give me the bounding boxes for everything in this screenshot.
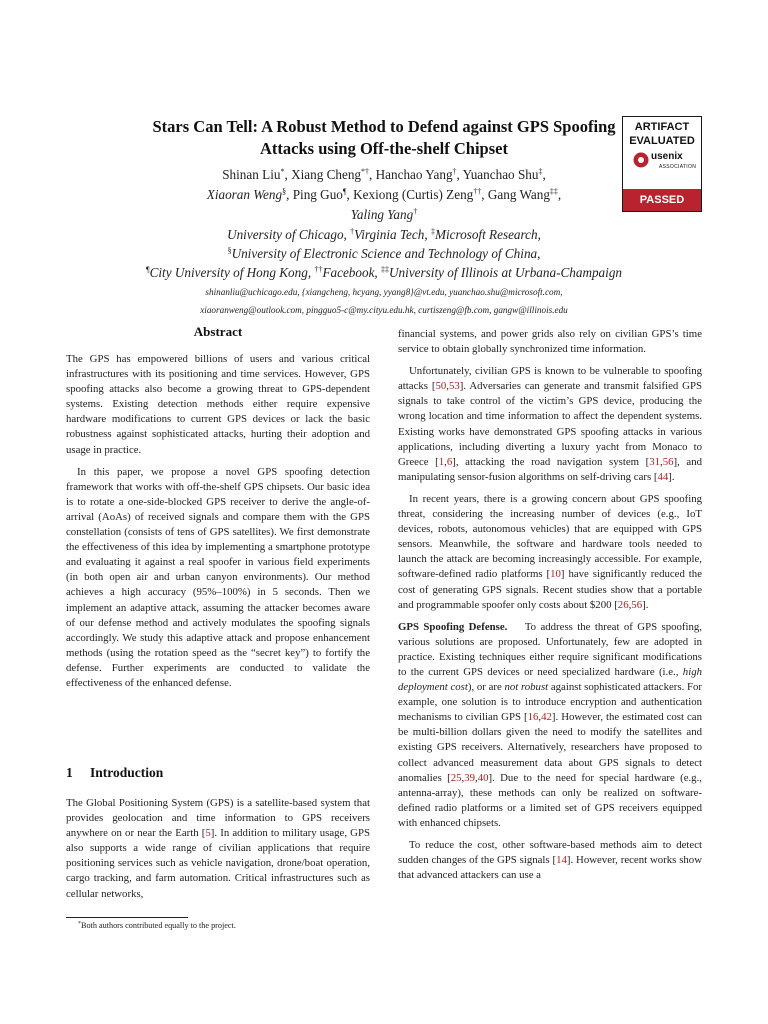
citation-link[interactable]: 40: [477, 771, 489, 784]
right-column-body: [398, 327, 702, 890]
text-run: ].: [642, 598, 649, 611]
citation-link[interactable]: 1: [438, 455, 445, 468]
text-run: Unfortunately, civilian GPS is known to be vulnerable to spoofing attacks [: [398, 365, 702, 393]
section-title: Introduction: [90, 765, 164, 780]
citation-link[interactable]: 10: [550, 568, 561, 581]
citation-link[interactable]: 25: [450, 771, 462, 784]
citation-link[interactable]: 26: [617, 598, 629, 611]
citation-link[interactable]: 5: [205, 827, 211, 840]
author-mark: *: [280, 167, 285, 176]
paragraph: financial systems, and power grids also rely on civilian GPS’s time service to obtain globally synchronized time information.: [398, 328, 702, 356]
text-run: ]. However, recent works show that advanced attackers can use a: [398, 854, 702, 882]
author-name: Ping Guo: [292, 187, 343, 202]
author-mark: ¶: [342, 187, 347, 196]
text-run: ]. In addition to military usage, GPS also supports a wide range of civilian applications that require positioning services such as vehicle navigation, drone/boat operation, cargo tracking, and farm automation. Critical infrastructures such as cellular networks,: [66, 827, 370, 900]
author-mark: †: [413, 207, 418, 216]
emphasis: not robust: [504, 681, 549, 694]
paragraph: [398, 838, 702, 883]
text-run: To address the threat of GPS spoofing, various solutions are proposed. Unfortunately, few are adopted in practice. Existing techniques either require significant modifications to the current GPS devices or need specialized hardware (i.e.,: [398, 620, 702, 678]
citation-link[interactable]: 50: [435, 380, 447, 393]
affiliation-mark: ¶: [145, 265, 150, 274]
author-name: Shinan Liu: [222, 167, 281, 182]
affiliation: Microsoft Research,: [434, 227, 541, 242]
email-line-1[interactable]: shinanliu@uchicago.edu, {xiangcheng, hcyang, yyang8}@vt.edu, yuanchao.shu@microsoft.com,: [205, 287, 563, 297]
text-run: ].: [668, 470, 675, 483]
text-run: In recent years, there is a growing concern about GPS spoofing threat, considering the increasing number of devices (e.g., IoT devices, robots, autonomous vehicles) that are equipped with GPS sensors. Meanwhile, the software and hardware tools needed to launch the attack are becoming increasingly accessible. For example, software-defined radio platforms [: [398, 492, 702, 581]
paper-title: Stars Can Tell: A Robust Method to Defend against GPS Spoofing Attacks using Off-the-shelf Chipset: [152, 117, 616, 158]
author-line-1: Shinan Liu*, Xiang Cheng*†, Hanchao Yang†, Yuanchao Shu‡,: [222, 167, 546, 182]
affiliation-mark: ‡: [430, 227, 435, 236]
author-mark: †: [452, 167, 457, 176]
author-name: Xiang Cheng: [291, 167, 362, 182]
author-name: Gang Wang: [487, 187, 550, 202]
text-run: ], attacking the road navigation system [: [452, 455, 650, 468]
citation-link[interactable]: 39: [464, 771, 475, 784]
affiliation: City University of Hong Kong,: [149, 265, 312, 280]
abstract-body: [66, 352, 370, 698]
paragraph: GPS Spoofing Defense. To address the threat of GPS spoofing, various solutions are proposed. Unfortunately, few are adopted in practice. Existing techniques either require significant modifications to the current GPS devices or need specialized hardware (i.e., high deployment cost), or are not robust against sophisticated attackers. For example, one solution is to introduce encryption and authentication mechanisms to civilian GPS [16,42]. However, the estimated cost can be multi-billion dollars given the need to modify the satellites and existing GPS receivers. Alternatively, researchers have proposed to collect advanced measurement data about GPS signals to detect anomalies [25,39,40]. Due to the need for special hardware (e.g., antenna-array), these methods can only be realized on software-defined radio platforms or a limited set of GPS receivers equipped with enhanced chipsets.: [398, 620, 702, 829]
text-run: ] have significantly reduced the cost of generating GPS signals. Recent studies show that a portable and programmable spoofer only costs about $200 [: [398, 568, 702, 611]
introduction-body: [66, 796, 370, 909]
affiliation: Virginia Tech,: [354, 227, 428, 242]
author-line-2: Xiaoran Weng§, Ping Guo¶, Kexiong (Curtis) Zeng††, Gang Wang‡‡,: [206, 187, 562, 202]
affiliation-line-2: [90, 245, 678, 262]
badge-brand: usenix: [651, 151, 683, 162]
author-name: Yuanchao Shu: [462, 167, 539, 182]
citation-link[interactable]: 44: [657, 470, 669, 483]
affiliation: Facebook,: [322, 265, 378, 280]
footnote-rule: [66, 917, 188, 918]
citation-link[interactable]: 56: [662, 455, 674, 468]
section-heading-introduction: [66, 765, 163, 781]
badge-line-artifact: ARTIFACT: [634, 121, 690, 133]
intro-paragraph: [66, 796, 370, 902]
author-mark: ‡: [538, 167, 543, 176]
paragraph: Unfortunately, civilian GPS is known to be vulnerable to spoofing attacks [50,53]. Adversaries can generate and transmit falsified GPS signals to take control of the victim’s GPS device, producing the wrong location and time information to affect the dependent systems. Existing works have demonstrated GPS spoofing attacks in various applications, including diverting a luxury yacht from Monaco to Greece [1,6], attacking the road navigation system [31,56], and manipulating sensor-fusion algorithms on self-driving cars [44].: [398, 365, 702, 483]
affiliation: University of Illinois at Urbana-Champaign: [389, 265, 623, 280]
affiliation-mark: ‡‡: [381, 265, 390, 274]
author-mark: §: [282, 187, 287, 196]
text-run: ]. However, the estimated cost can be multi-billion dollars given the need to modify the satellites and existing GPS receivers. Alternatively, researchers have proposed to collect advanced measurement data about GPS signals to detect anomalies [: [398, 711, 702, 784]
text-run: ], and manipulating sensor-fusion algorithms on self-driving cars [: [398, 455, 702, 483]
citation-link[interactable]: 6: [446, 455, 453, 468]
affiliation-line-1: [90, 226, 678, 243]
text-run: ]. Due to the need for special hardware (e.g., antenna-array), these methods can only be realized on software-defined radio platforms or a limited set of GPS receivers equipped with enhanced chipsets.: [398, 771, 702, 829]
author-mark: ††: [473, 187, 482, 196]
paragraph: In recent years, there is a growing concern about GPS spoofing threat, considering the increasing number of devices (e.g., IoT devices, robots, autonomous vehicles) that are equipped with GPS sensors. Meanwhile, the software and hardware tools needed to launch the attack are becoming increasingly accessible. For example, software-defined radio platforms [10] have significantly reduced the cost of generating GPS signals. Recent studies show that a portable and programmable spoofer only costs about $200 [26,56].: [398, 492, 702, 611]
abstract-paragraph: In this paper, we propose a novel GPS spoofing detection framework that works with off-the-shelf GPS chipsets. Our basic idea is to rotate a one-side-blocked GPS receiver to derive the angle-of-arrival (AoAs) of received signals and compare them with the GPS constellation (consists of tens of GPS satellites). We first demonstrate the effectiveness of this idea by implementing a smartphone prototype and evaluating it against a real spoofer in various field experiments (in both open air and urban canyon environments). Our method achieves a high accuracy (95%–100%) in 5 seconds. Then we implement an adaptive attack, assuming the attacker becomes aware of our defense method and actively modulates the spoofing signals accordingly. We study this adaptive attack and propose enhancement methods (using the rotation speed as the “secret key”) to fortify the defense. Further experiments are conducted to validate the effectiveness of the enhanced defense.: [66, 465, 370, 689]
author-mark: ‡‡: [549, 187, 558, 196]
affiliation: University of Electronic Science and Technology of China,: [231, 246, 541, 261]
citation-link[interactable]: 16: [527, 711, 539, 724]
badge-brand-sub: ASSOCIATION: [659, 164, 697, 170]
abstract-paragraph: The GPS has empowered billions of users and various critical infrastructures with its positioning and time services. However, GPS spoofing attacks also become a growing threat to GPS-dependent systems. Existing detection methods either require expensive hardware modifications to current GPS devices or lack the basic robustness against sophisticated attacks, hurting their adoption and usage in practice.: [66, 353, 370, 456]
citation-link[interactable]: 31: [649, 455, 661, 468]
author-name: Yaling Yang: [350, 207, 414, 222]
affiliation-mark: ††: [314, 265, 323, 274]
author-name: Xiaoran Weng: [206, 187, 283, 202]
badge-line-evaluated: EVALUATED: [629, 135, 695, 147]
text-run: ]. Adversaries can generate and transmit falsified GPS signals to take control of the victim’s GPS device, producing the wrong location and time information to affect the dependent systems. Existing works have demonstrated GPS spoofing attacks in various applications, including diverting a luxury yacht from Monaco to Greece [: [398, 380, 702, 468]
text-run: The Global Positioning System (GPS) is a satellite-based system that provides geolocation and time information to GPS receivers anywhere on or near the Earth [: [66, 797, 370, 840]
footnote-text: Both authors contributed equally to the project.: [81, 921, 236, 930]
text-run: against sophisticated attackers. For example, one solution is to introduce encryption and authentication mechanisms to civilian GPS [: [398, 681, 702, 724]
affiliation: University of Chicago,: [227, 227, 347, 242]
citation-link[interactable]: 56: [631, 598, 643, 611]
badge-status: PASSED: [623, 189, 701, 211]
author-mark: *†: [361, 167, 370, 176]
citation-link[interactable]: 42: [541, 711, 552, 724]
abstract-heading: Abstract: [193, 324, 243, 339]
affiliation-mark: §: [227, 246, 232, 255]
text-run: ), or are: [467, 681, 505, 694]
author-line-3: [90, 206, 678, 223]
affiliation-line-3: [90, 264, 678, 281]
paragraph-run-in-heading: GPS Spoofing Defense.: [398, 620, 508, 633]
citation-link[interactable]: 14: [556, 854, 567, 867]
footnote-mark: *: [78, 921, 81, 927]
text-run: To reduce the cost, other software-based methods aim to detect sudden changes of the GPS signals [: [398, 839, 702, 867]
section-number: 1: [66, 765, 73, 780]
author-name: Hanchao Yang: [375, 167, 453, 182]
email-line-2[interactable]: xiaoranweng@outlook.com, pingguo5-c@my.cityu.edu.hk, curtiszeng@fb.com, gangw@illinois.edu: [200, 305, 568, 315]
footnote: [78, 921, 236, 930]
emphasis: high deployment cost: [398, 665, 702, 694]
author-name: Kexiong (Curtis) Zeng: [353, 187, 474, 202]
citation-link[interactable]: 53: [448, 380, 460, 393]
affiliation-mark: †: [350, 227, 355, 236]
